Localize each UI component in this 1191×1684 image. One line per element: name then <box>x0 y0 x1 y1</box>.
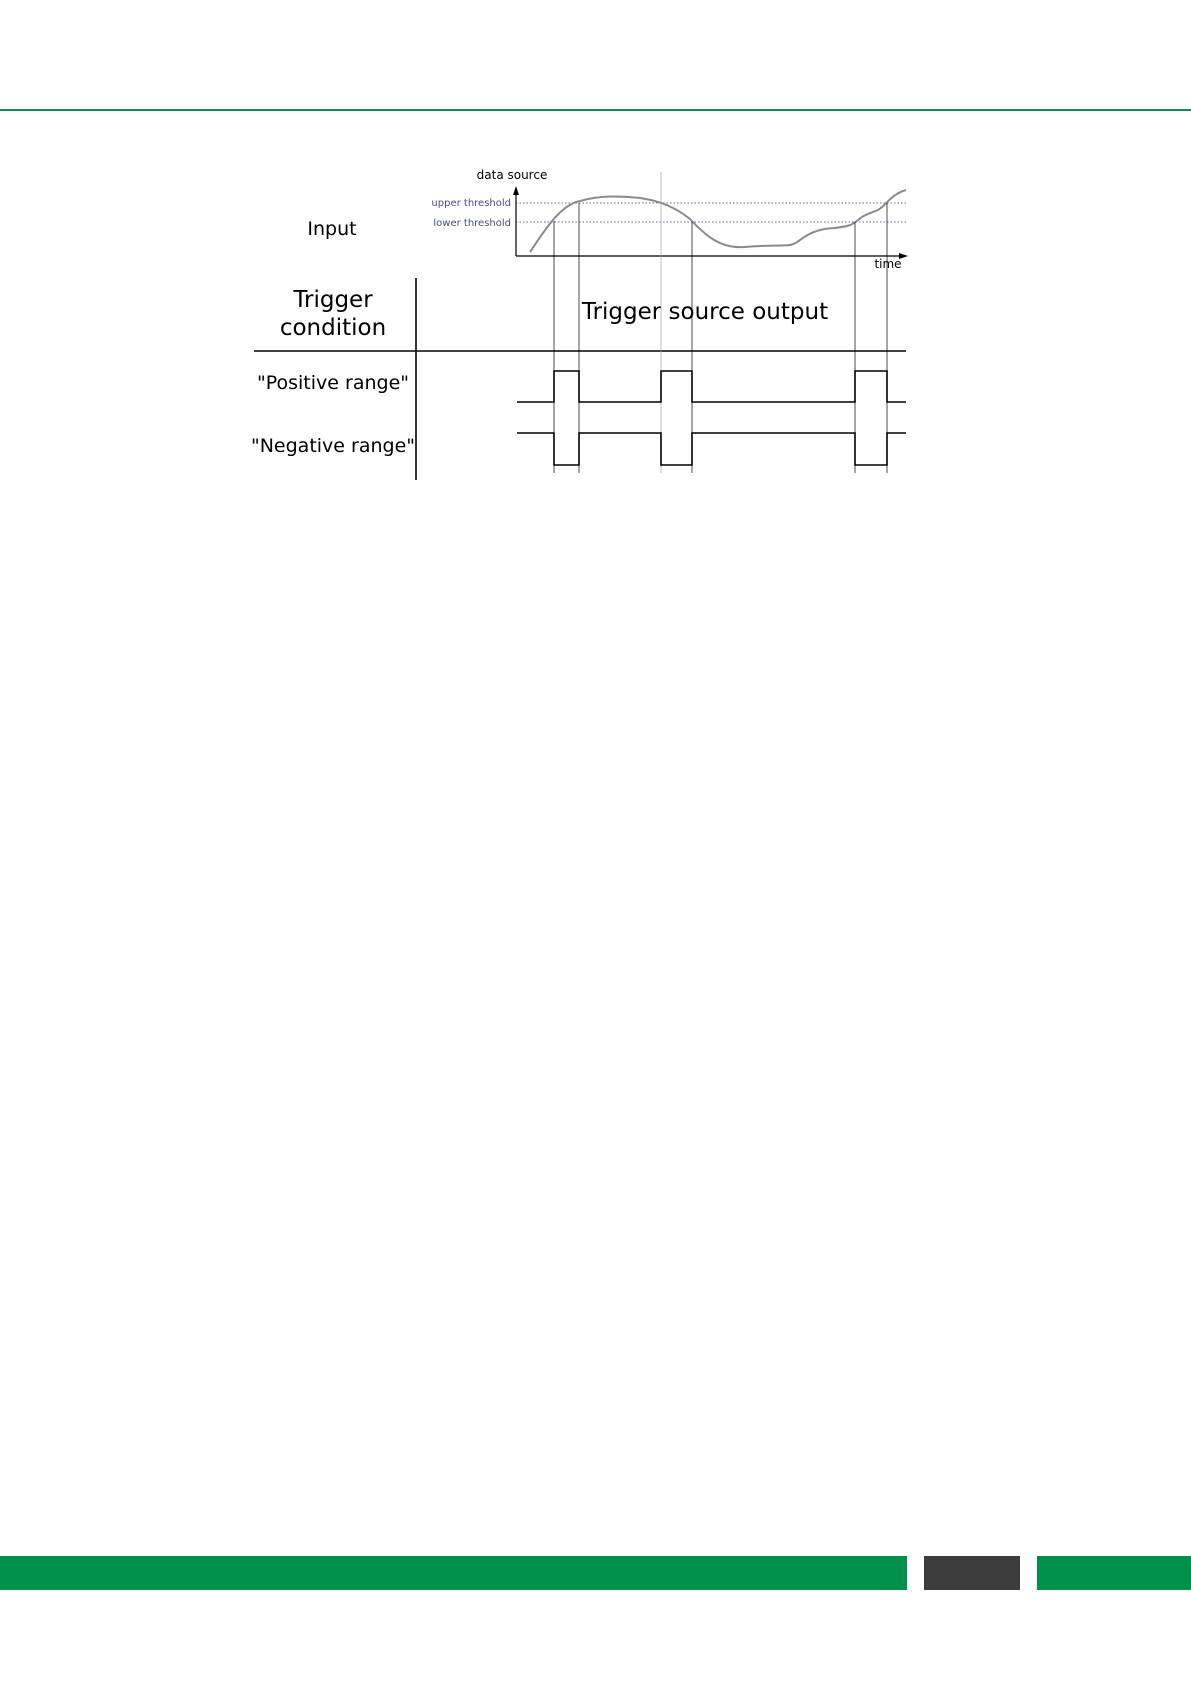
x-axis-label: time <box>874 257 902 271</box>
trigger-condition-label-line2: condition <box>279 315 387 341</box>
lower-threshold-label: lower threshold <box>433 218 511 229</box>
y-axis-arrow-icon <box>513 186 519 195</box>
negative-range-label: "Negative range" <box>250 435 416 457</box>
footer-bar-left <box>0 1556 907 1590</box>
upper-threshold-label: upper threshold <box>431 198 511 209</box>
positive-range-label: "Positive range" <box>256 372 410 394</box>
input-plot <box>431 168 908 271</box>
footer-bar-right <box>1037 1556 1191 1590</box>
input-signal-curve <box>530 190 906 252</box>
trigger-condition-label-line1: Trigger <box>293 287 373 313</box>
input-label: Input <box>307 218 357 240</box>
positive-range-trace <box>517 371 906 402</box>
trigger-diagram <box>0 0 1191 520</box>
page-number <box>924 1556 1020 1590</box>
negative-range-trace <box>517 433 906 465</box>
trigger-source-output-label: Trigger source output <box>581 299 829 325</box>
y-axis-label: data source <box>476 168 548 182</box>
